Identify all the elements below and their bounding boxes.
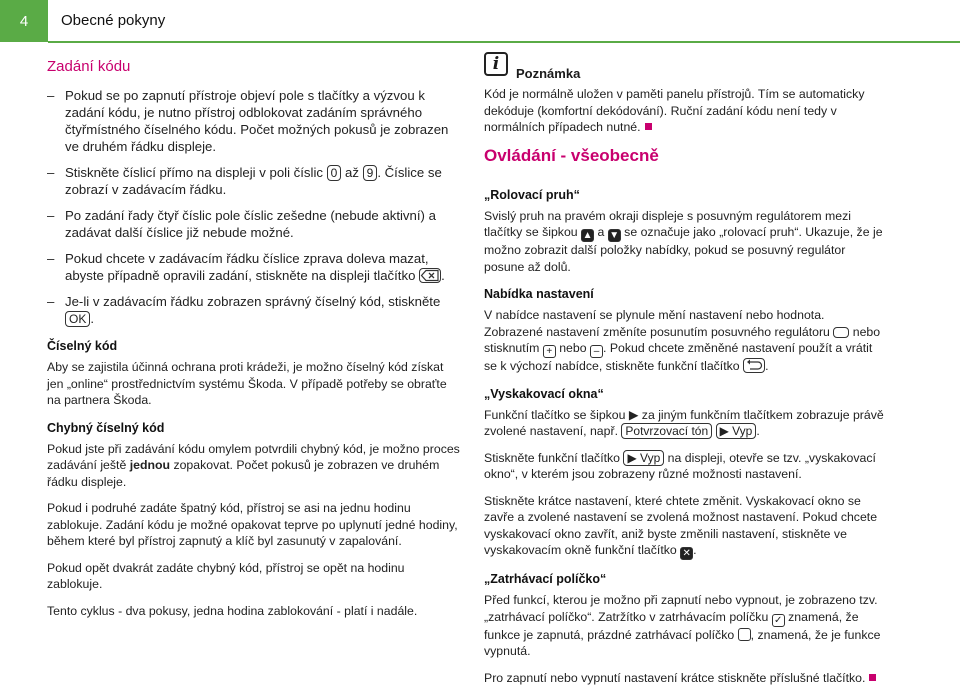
list-item: – Po zadání řady čtyř číslic pole číslic zešedne (nebude aktivní) a zadávat další číslice již nebude možné. bbox=[47, 208, 436, 240]
main-title: Ovládání - všeobecně bbox=[484, 145, 659, 165]
confirm-tone-key-icon: Potvrzovací tón bbox=[621, 423, 712, 439]
numeric-code-text: Aby se zajistila účinná ochrana proti krádeži, je možno číselný kód získat jen „online“ prostřednictvím systému Škoda. V případě potřeby se obraťte na partnera Škoda. bbox=[47, 360, 447, 407]
scrollbar-text: Svislý pruh na pravém okraji displeje s posuvným regulátorem mezi tlačítky se šipkou ▲ a ▼ se označuje jako „rolovací pruh“. Ukazuje, že je možno zobrazit další položky nabídky, pokud se posuvný regulátor posune až dolů. bbox=[484, 208, 883, 274]
checkbox-text-1: Před funkcí, kterou je možno při zapnutí nebo vypnout, je zobrazeno tzv. „zatrhávací políčko“. Zatržítko v zatrhávacím políčku ✓ znamená, že funkce je zapnutá, prázdné zatrhávací políčko , znamená, že je funkce vypnutá. bbox=[484, 593, 881, 658]
popup-text-1: Funkční tlačítko se šipkou ▶ za jiným funkčním tlačítkem zobrazuje právě zvolené nastavení, např. Potvrzovací tón ▶ Vyp . bbox=[484, 407, 884, 438]
numeric-code-heading: Číselný kód bbox=[47, 339, 118, 353]
digit-0-key-icon: 0 bbox=[327, 165, 342, 181]
play-arrow-icon: ▶ bbox=[628, 407, 639, 422]
end-mark-icon bbox=[869, 674, 876, 681]
info-icon: i bbox=[484, 52, 508, 76]
slider-icon bbox=[833, 327, 849, 338]
popup-heading: „Vyskakovací okna“ bbox=[484, 386, 604, 401]
page-number: 4 bbox=[19, 12, 29, 30]
list-item: – Pokud chcete v zadávacím řádku číslice zprava doleva mazat, abyste případně opravili zadání, stiskněte na displeji tlačítko . bbox=[47, 251, 445, 283]
popup-text-2: Stiskněte funkční tlačítko ▶ Vyp na displeji, otevře se tzv. „vyskakovací okno“, v kterém jsou zobrazeny různé možnosti nastavení. bbox=[484, 450, 876, 481]
plus-key-icon: + bbox=[543, 345, 556, 358]
ok-key-icon: OK bbox=[65, 311, 90, 327]
note-header bbox=[484, 52, 884, 84]
left-column bbox=[47, 52, 462, 629]
settings-menu-text: V nabídce nastavení se plynule mění nastavení nebo hodnota. Zobrazené nastavení změníte posunutím posuvného regulátoru nebo stisknutím + nebo – . Pokud chcete změněné nastavení použít a vrátit se k výchozí nabídce, stiskněte funkční tlačítko . bbox=[484, 308, 881, 373]
section-title: Zadání kódu bbox=[47, 58, 131, 75]
scrollbar-heading: „Rolovací pruh“ bbox=[484, 187, 580, 202]
wrong-code-text-3: Pokud opět dvakrát zadáte chybný kód, přístroj se opět na hodinu zablokuje. bbox=[47, 560, 405, 591]
page-number-box bbox=[0, 0, 48, 42]
note-title: Poznámka bbox=[516, 66, 581, 81]
right-column bbox=[484, 52, 884, 696]
wrong-code-text-1: Pokud jste při zadávání kódu omylem potvrdili chybný kód, je možno proces zadávání ještě jednou zopakovat. Počet pokusů je zobrazen ve druhém řádku displeje. bbox=[47, 441, 460, 489]
header-divider bbox=[48, 41, 960, 43]
note-text: Kód je normálně uložen v paměti panelu přístrojů. Tím se automaticky dekóduje (komfortní dekódování). Ruční zadání kódu není tedy v normálních případech nutné. bbox=[484, 87, 865, 134]
empty-checkbox-icon bbox=[738, 628, 751, 641]
settings-menu-heading: Nabídka nastavení bbox=[484, 287, 594, 301]
off-key-icon: ▶ Vyp bbox=[623, 450, 664, 466]
wrong-code-heading: Chybný číselný kód bbox=[47, 420, 165, 435]
popup-text-3: Stiskněte krátce nastavení, které chtete změnit. Vyskakovací okno se zavře a zvolené nastavení se zvolená možnost nastavení. Pokud chcete vyskakovací okno zavřít, aniž byste změnili nastavení, stiskněte ve vyskakovacím okně funkční tlačítko ✕ . bbox=[484, 493, 878, 559]
arrow-down-key-icon: ▼ bbox=[609, 230, 620, 241]
instruction-list bbox=[47, 87, 462, 327]
checked-checkbox-icon: ✓ bbox=[772, 614, 785, 627]
off-key-icon: ▶ Vyp bbox=[716, 423, 757, 439]
end-mark-icon bbox=[645, 123, 652, 130]
checkbox-heading: „Zatrhávací políčko“ bbox=[484, 572, 607, 586]
close-key-icon: ✕ bbox=[680, 547, 693, 560]
wrong-code-text-2: Pokud i podruhé zadáte špatný kód, přístroj se asi na jednu hodinu zablokuje. Zadání kódu je možné opakovat teprve po uplynutí jedné hodiny, během které byl přístroj zapnutý a klíč byl zasunutý v zapalování. bbox=[47, 501, 458, 548]
backspace-key-icon bbox=[419, 268, 441, 283]
minus-key-icon: – bbox=[590, 345, 603, 358]
arrow-up-key-icon: ▲ bbox=[582, 230, 593, 241]
wrong-code-text-4: Tento cyklus - dva pokusy, jedna hodina zablokování - platí i nadále. bbox=[47, 603, 418, 618]
digit-9-key-icon: 9 bbox=[363, 165, 378, 181]
back-key-icon bbox=[743, 358, 765, 373]
list-item: – Stiskněte číslicí přímo na displeji v poli číslic 0 až 9 . Číslice se zobrazí v zadávacím řádku. bbox=[47, 165, 442, 197]
chapter-title: Obecné pokyny bbox=[61, 12, 166, 29]
checkbox-text-2: Pro zapnutí nebo vypnutí nastavení krátce stiskněte příslušné tlačítko. bbox=[484, 670, 884, 687]
list-item: – Je-li v zadávacím řádku zobrazen správný číselný kód, stiskněte OK . bbox=[47, 294, 441, 326]
list-item: – Pokud se po zapnutí přístroje objeví pole s tlačítky a výzvou k zadání kódu, je nutno přístroj odblokovat zadáním správného čtyřmístného číselného kódu. Počet možných pokusů je zobrazen ve druhém řádku displeje. bbox=[47, 88, 449, 154]
